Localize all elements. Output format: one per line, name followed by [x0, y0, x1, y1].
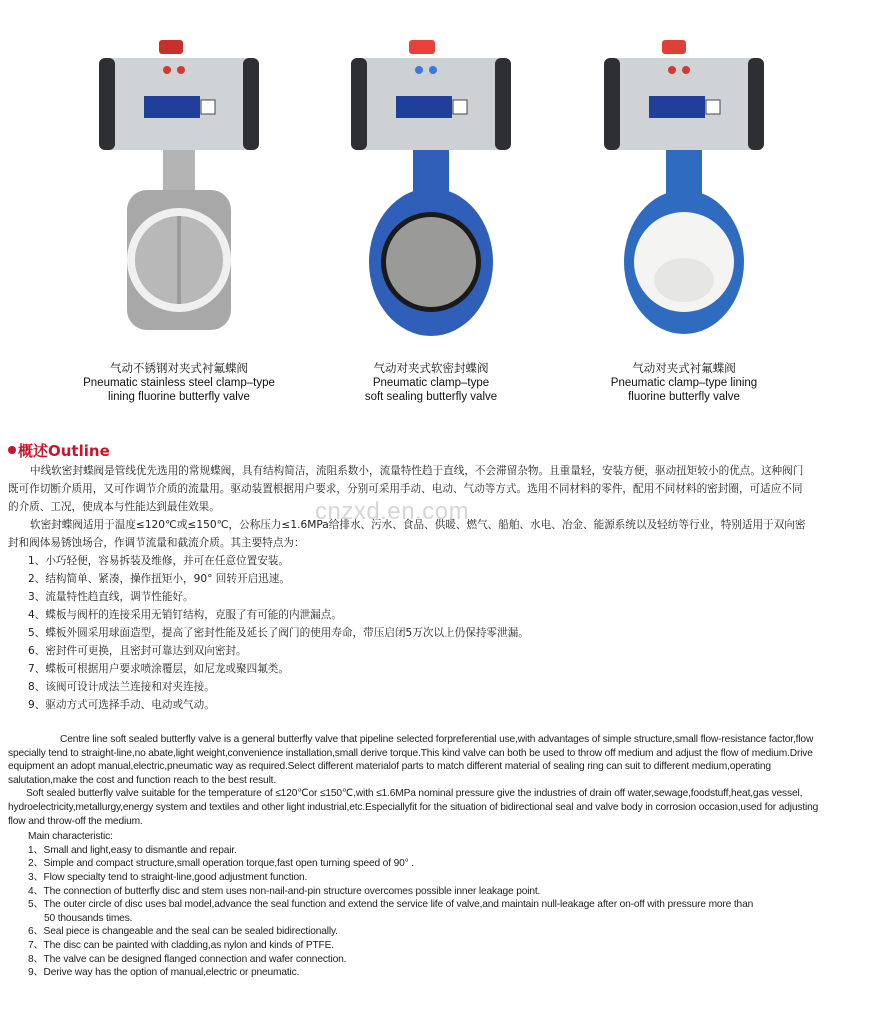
en-list-item: 8、The valve can be designed flanged connection and wafer connection.	[28, 953, 347, 965]
product-caption	[301, 362, 561, 404]
en-list-item: 4、The connection of butterfly disc and stem uses non-nail-and-pin structure overcomes possible inner leakage point.	[28, 885, 541, 897]
description-cn	[8, 462, 860, 714]
en-paragraph-line: hydroelectricity,metallurgy,energy system and textiles and other light industrial,etc.Especiallyfit for the situation of bidirectional seal and valve body in corrosion occasion,used for adjusting	[8, 801, 819, 813]
en-paragraph-line: equipment an adopt manual,electric,pneumatic way as required.Select different materialof parts to match different material of sealing ring can suit to different medium,operating	[8, 761, 771, 773]
product-name-en-2: fluorine butterfly valve	[628, 391, 740, 403]
cn-list-item: 1、小巧轻便，容易拆装及维修，并可在任意位置安装。	[28, 555, 289, 567]
en-paragraph-line: Soft sealed butterfly valve suitable for the temperature of ≤120℃or ≤150℃,with ≤1.6MPa nominal pressure give the industries of drain off water,sewage,foodstuff,heat,gas vessel,	[26, 788, 803, 800]
cn-list-item: 5、蝶板外圆采用球面造型，提高了密封性能及延长了阀门的使用寿命，带压启闭5万次以上仍保持零泄漏。	[28, 627, 529, 639]
product-name-en: Pneumatic clamp–type lining	[610, 377, 758, 389]
cn-paragraph-line: 的介质、工况，使成本与性能达到最佳效果。	[8, 501, 220, 513]
cn-list-item: 4、蝶板与阀杆的连接采用无销钉结构，克服了有可能的内泄漏点。	[28, 609, 342, 621]
en-list-item-continuation: 50 thousands times.	[44, 912, 133, 924]
en-paragraph-line: flow and throw-off the medium.	[8, 815, 143, 827]
cn-list-item: 6、密封件可更换，且密封可靠达到双向密封。	[28, 645, 247, 657]
product-name-en: Pneumatic stainless steel clamp–type	[83, 377, 275, 389]
en-list-item: 5、The outer circle of disc uses bal model,advance the seal function and extend the service life of valve,and maintain null-leakage after on-off with pressure more than	[28, 899, 754, 911]
en-list-item: 7、The disc can be painted with cladding,as nylon and kinds of PTFE.	[28, 939, 334, 951]
en-list-item: 6、Seal piece is changeable and the seal can be sealed bidirectionally.	[28, 926, 338, 938]
en-paragraph-line: Centre line soft sealed butterfly valve is a general butterfly valve that pipeline selected forpreferential use,with advantages of simple structure,small flow-resistance factor,flow	[60, 734, 814, 745]
product-name-cn: 气动对夹式软密封蝶阀	[373, 363, 489, 375]
product-name-en: Pneumatic clamp–type	[372, 377, 490, 389]
product-stainless	[49, 40, 309, 410]
cn-paragraph-line: 中线软密封蝶阀是管线优先选用的常规蝶阀，具有结构简洁，流阻系数小，流量特性趋于直线，不会滞留杂物。且重量轻，安装方便，驱动扭矩较小的优点。这种阀门	[30, 465, 804, 477]
watermark: cnzxd.en.com	[315, 498, 470, 525]
en-paragraph-line: salutation,make the cost and function reach to the best result.	[8, 774, 277, 786]
cn-list-item: 8、该阀可设计成法兰连接和对夹连接。	[28, 681, 215, 693]
cn-paragraph-line: 软密封蝶阀适用于温度≤120℃或≤150℃，公称压力≤1.6MPa给排水、污水、食品、供暖、燃气、船舶、水电、冶金、能源系统以及轻纺等行业，特别适用于双向密	[30, 519, 806, 531]
product-caption	[49, 362, 309, 404]
en-list-item: 1、Small and light,easy to dismantle and repair.	[28, 844, 237, 856]
valve-image-lining-fluorine	[594, 40, 774, 350]
en-main-label: Main characteristic:	[28, 831, 113, 843]
product-gallery	[0, 0, 870, 420]
product-caption	[554, 362, 814, 404]
product-name-en-2: soft sealing butterfly valve	[364, 391, 498, 403]
description-en	[8, 733, 860, 980]
cn-list-item: 2、结构简单、紧凑，操作扭矩小，90° 回转开启迅速。	[28, 573, 290, 585]
cn-list-item: 9、驱动方式可选择手动、电动或气动。	[28, 699, 215, 711]
valve-image-stainless	[89, 40, 269, 350]
cn-list-item: 3、流量特性趋直线，调节性能好。	[28, 591, 194, 603]
product-soft-seal	[301, 40, 561, 410]
cn-list-item: 7、蝶板可根据用户要求喷涂覆层，如尼龙或聚四氟类。	[28, 663, 289, 675]
section-title	[8, 440, 110, 461]
product-name-cn: 气动对夹式衬氟蝶阀	[632, 363, 736, 375]
en-list-item: 2、Simple and compact structure,small operation torque,fast open turning speed of 90° .	[28, 858, 414, 870]
product-name-cn: 气动不锈钢对夹式衬氟蝶阀	[110, 363, 248, 375]
section-title-text: 概述Outline	[18, 442, 110, 460]
en-list-item: 9、Derive way has the option of manual,electric or pneumatic.	[28, 967, 300, 979]
product-name-en-2: lining fluorine butterfly valve	[108, 391, 250, 403]
en-paragraph-line: specially tend to straight-line,no abate,light weight,convenience installation,small derive torque.This kind valve can both be used to throw off medium and adjust the flow of medium.Drive	[8, 747, 813, 759]
valve-image-soft-seal	[341, 40, 521, 350]
en-list-item: 3、Flow specialty tend to straight-line,good adjustment function.	[28, 871, 308, 883]
cn-paragraph-line: 封和阀体易锈蚀场合，作调节流量和截流介质。其主要特点为：	[8, 537, 305, 549]
cn-paragraph-line: 既可作切断介质用，又可作调节介质的流量用。驱动装置根据用户要求，分别可采用手动、电动、气动等方式。选用不同材料的零件，配用不同材料的密封圈，可适应不同	[8, 483, 803, 495]
product-lining-fluorine	[554, 40, 814, 410]
bullet-icon	[8, 446, 16, 454]
